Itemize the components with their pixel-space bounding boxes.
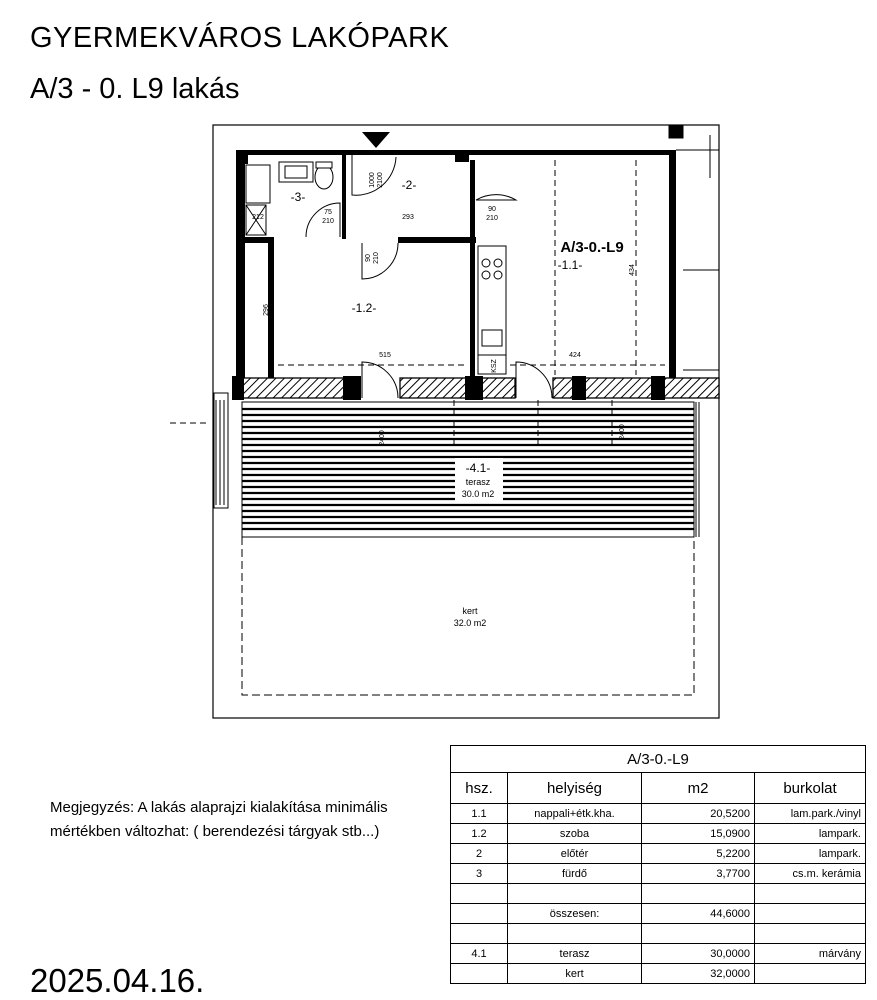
dim-424: 424 (569, 352, 581, 359)
kitchen-counter (478, 246, 506, 374)
dim-515: 515 (379, 352, 391, 359)
note-line-2: mértékben változhat: ( berendezési tárgyak stb...) (50, 823, 380, 840)
terrace-area: 30.0 m2 (461, 489, 495, 499)
dim-2400-a: 2400 (379, 430, 386, 446)
col-header-hsz: hsz. (451, 773, 508, 804)
table-row: 1.1 nappali+étk.kha. 20,5200 lam.park./vinyl (451, 804, 866, 824)
garden-name: kert (462, 606, 478, 616)
room-table-title: A/3-0.-L9 (451, 746, 866, 773)
dim-ksz: KSZ (491, 359, 498, 373)
note-line-1: Megjegyzés: A lakás alaprajzi kialakítása minimális (50, 799, 388, 816)
room-table (450, 745, 866, 984)
table-row: 4.1 terasz 30,0000 márvány (451, 944, 866, 964)
exterior-block (669, 126, 719, 370)
garden-outline (242, 537, 694, 695)
dim-75: 75 (324, 209, 332, 216)
entrance-arrow-icon (362, 132, 390, 148)
bathroom-fixtures (246, 162, 333, 235)
dim-293: 293 (402, 214, 414, 221)
table-row: 2 előtér 5,2200 lampark. (451, 844, 866, 864)
terrace-name: terasz (465, 477, 491, 487)
dim-210-b: 210 (486, 215, 498, 222)
date: 2025.04.16. (30, 962, 205, 999)
dim-2400-b: 2400 (619, 424, 626, 440)
table-row: 3 fürdő 3,7700 cs.m. kerámia (451, 864, 866, 884)
dim-210-c: 210 (373, 252, 380, 264)
unit-title: A/3 - 0. L9 lakás (30, 73, 240, 105)
table-row-total: összesen: 44,6000 (451, 904, 866, 924)
dim-1000: 1000 (369, 172, 376, 188)
dim-296: 296 (263, 304, 270, 316)
project-title: GYERMEKVÁROS LAKÓPARK (30, 22, 450, 54)
room-3-label: -3- (290, 190, 306, 204)
dim-90-b: 90 (365, 254, 372, 262)
room-1-1-label: -1.1- (557, 258, 583, 272)
note (50, 796, 388, 844)
room-1-2-label: -1.2- (351, 301, 377, 315)
garden-area: 32.0 m2 (453, 618, 487, 628)
dim-434: 434 (629, 264, 636, 276)
table-row: 1.2 szoba 15,0900 lampark. (451, 824, 866, 844)
room-2-label: -2- (401, 178, 417, 192)
dim-212: 212 (252, 214, 264, 221)
unit-label: A/3-0.-L9 (560, 239, 624, 256)
room-4-1-label: -4.1- (465, 461, 491, 475)
dim-210-a: 210 (322, 218, 334, 225)
dim-90: 90 (488, 206, 496, 213)
walls-solid (232, 150, 676, 400)
table-row (451, 884, 866, 904)
col-header-flooring: burkolat (755, 773, 866, 804)
table-row: kert 32,0000 (451, 964, 866, 984)
table-row (451, 924, 866, 944)
dim-2100: 2100 (377, 172, 384, 188)
col-header-area: m2 (642, 773, 755, 804)
col-header-room: helyiség (508, 773, 642, 804)
